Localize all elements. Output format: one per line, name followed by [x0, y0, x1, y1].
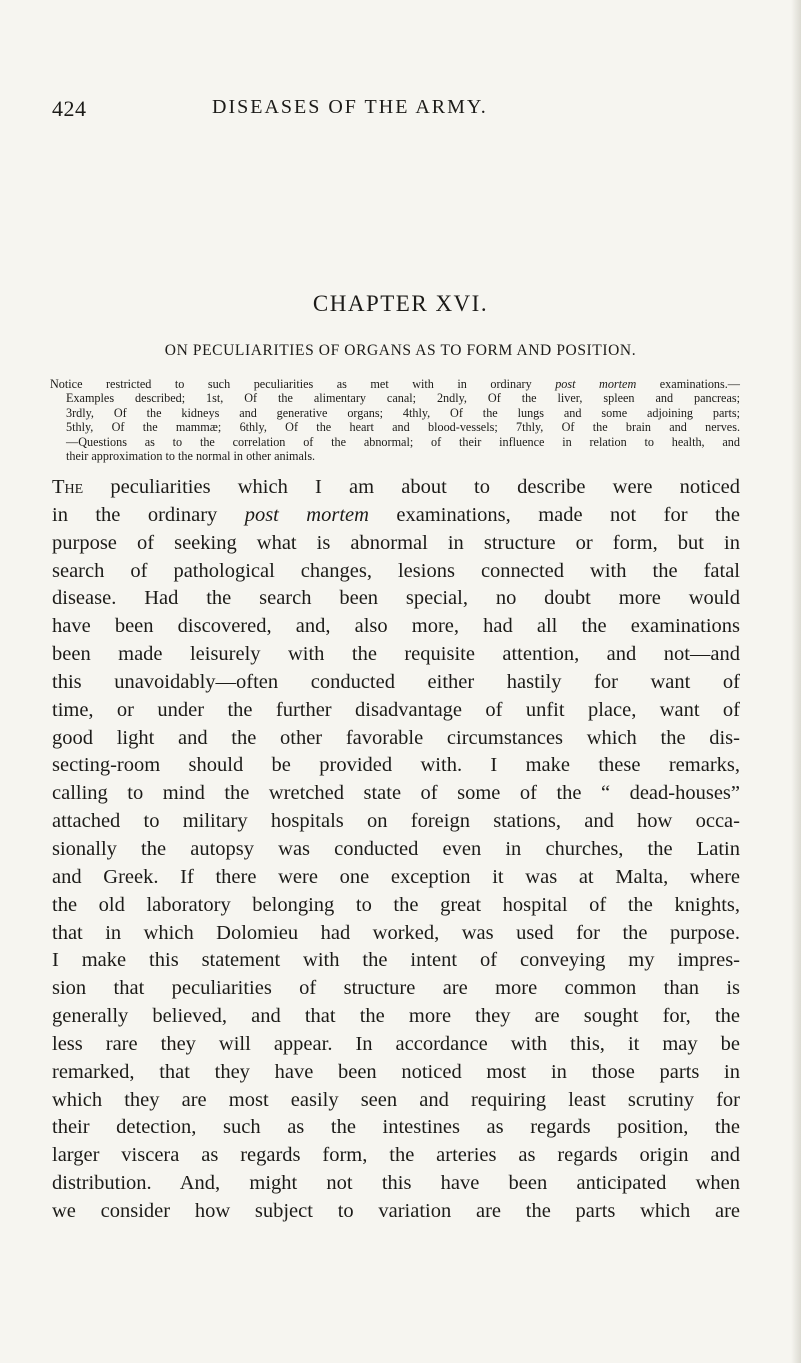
body-line: purpose of seeking what is abnormal in structure or form, but in	[52, 531, 740, 554]
body-line: generally believed, and that the more they are sought for, the	[52, 1005, 740, 1028]
body-line-2-end: examinations, made not for the	[368, 503, 740, 526]
chapter-title: CHAPTER XVI.	[312, 291, 489, 316]
body-line-2-italic: post mortem	[244, 503, 369, 526]
body-line: larger viscera as regards form, the arteries as regards origin and	[52, 1144, 740, 1167]
summary-line: 5thly, Of the mammæ; 6thly, Of the heart and blood-vessels; 7thly, Of the brain and nerves.	[66, 420, 740, 435]
summary-line: Examples described; 1st, Of the alimentary canal; 2ndly, Of the liver, spleen and pancreas;	[66, 391, 740, 406]
body-line: search of pathological changes, lesions connected with the fatal	[52, 559, 740, 582]
body-line: remarked, that they have been noticed most in those parts in	[52, 1060, 740, 1083]
body-line: their detection, such as the intestines as regards position, the	[52, 1116, 740, 1139]
body-line: good light and the other favorable circumstances which the dis-	[52, 726, 740, 749]
body-line: distribution. And, might not this have been anticipated when	[52, 1172, 740, 1195]
body-line: I make this statement with the intent of conveying my impres-	[52, 949, 740, 972]
page-edge-shadow	[791, 0, 801, 1363]
body-line: and Greek. If there were one exception it was at Malta, where	[52, 865, 740, 888]
summary-italic: post mortem	[555, 377, 637, 391]
summary-line-1: Notice restricted to such peculiarities as met with in ordinary post mortem examinations.—	[50, 377, 740, 391]
running-head	[52, 96, 742, 126]
page-number: 424	[52, 96, 87, 121]
body-line: have been discovered, and, also more, had all the examinations	[52, 615, 740, 638]
body-line: we consider how subject to variation are the parts which are	[52, 1199, 740, 1222]
body-line: calling to mind the wretched state of some of the “ dead-houses”	[52, 782, 740, 805]
body-line: which they are most easily seen and requiring least scrutiny for	[52, 1088, 740, 1111]
body-line: that in which Dolomieu had worked, was used for the purpose.	[52, 921, 740, 944]
body-line: this unavoidably—often conducted either hastily for want of	[52, 670, 740, 693]
body-line-1	[52, 474, 740, 502]
body-line-1-text: peculiarities which I am about to describe were noticed	[110, 476, 741, 498]
body-line: disease. Had the search been special, no doubt more would	[52, 587, 740, 610]
opening-word: The	[52, 476, 84, 498]
body-line: sionally the autopsy was conducted even in churches, the Latin	[52, 837, 740, 860]
body-line: the old laboratory belonging to the great hospital of the knights,	[52, 893, 740, 916]
running-title: DISEASES OF THE ARMY.	[212, 96, 488, 118]
body-text	[52, 474, 740, 1226]
summary-line: —Questions as to the correlation of the abnormal; of their influence in relation to health, and	[66, 434, 740, 449]
chapter-summary	[50, 377, 740, 463]
body-line-2-start: in the ordinary	[52, 503, 245, 526]
body-line: been made leisurely with the requisite attention, and not—and	[52, 643, 740, 666]
body-line: time, or under the further disadvantage of unfit place, want of	[52, 698, 740, 721]
body-line: sion that peculiarities of structure are more common than is	[52, 977, 740, 1000]
summary-line: their approximation to the normal in other animals.	[66, 449, 316, 464]
chapter-subtitle: ON PECULIARITIES OF ORGANS AS TO FORM AND POSITION.	[164, 342, 637, 359]
body-line-2	[52, 502, 740, 530]
body-line: secting-room should be provided with. I make these remarks,	[52, 754, 740, 777]
body-line: attached to military hospitals on foreign stations, and how occa-	[52, 810, 740, 833]
summary-line: 3rdly, Of the kidneys and generative organs; 4thly, Of the lungs and some adjoining parts;	[66, 405, 740, 420]
body-line: less rare they will appear. In accordance with this, it may be	[52, 1032, 740, 1055]
